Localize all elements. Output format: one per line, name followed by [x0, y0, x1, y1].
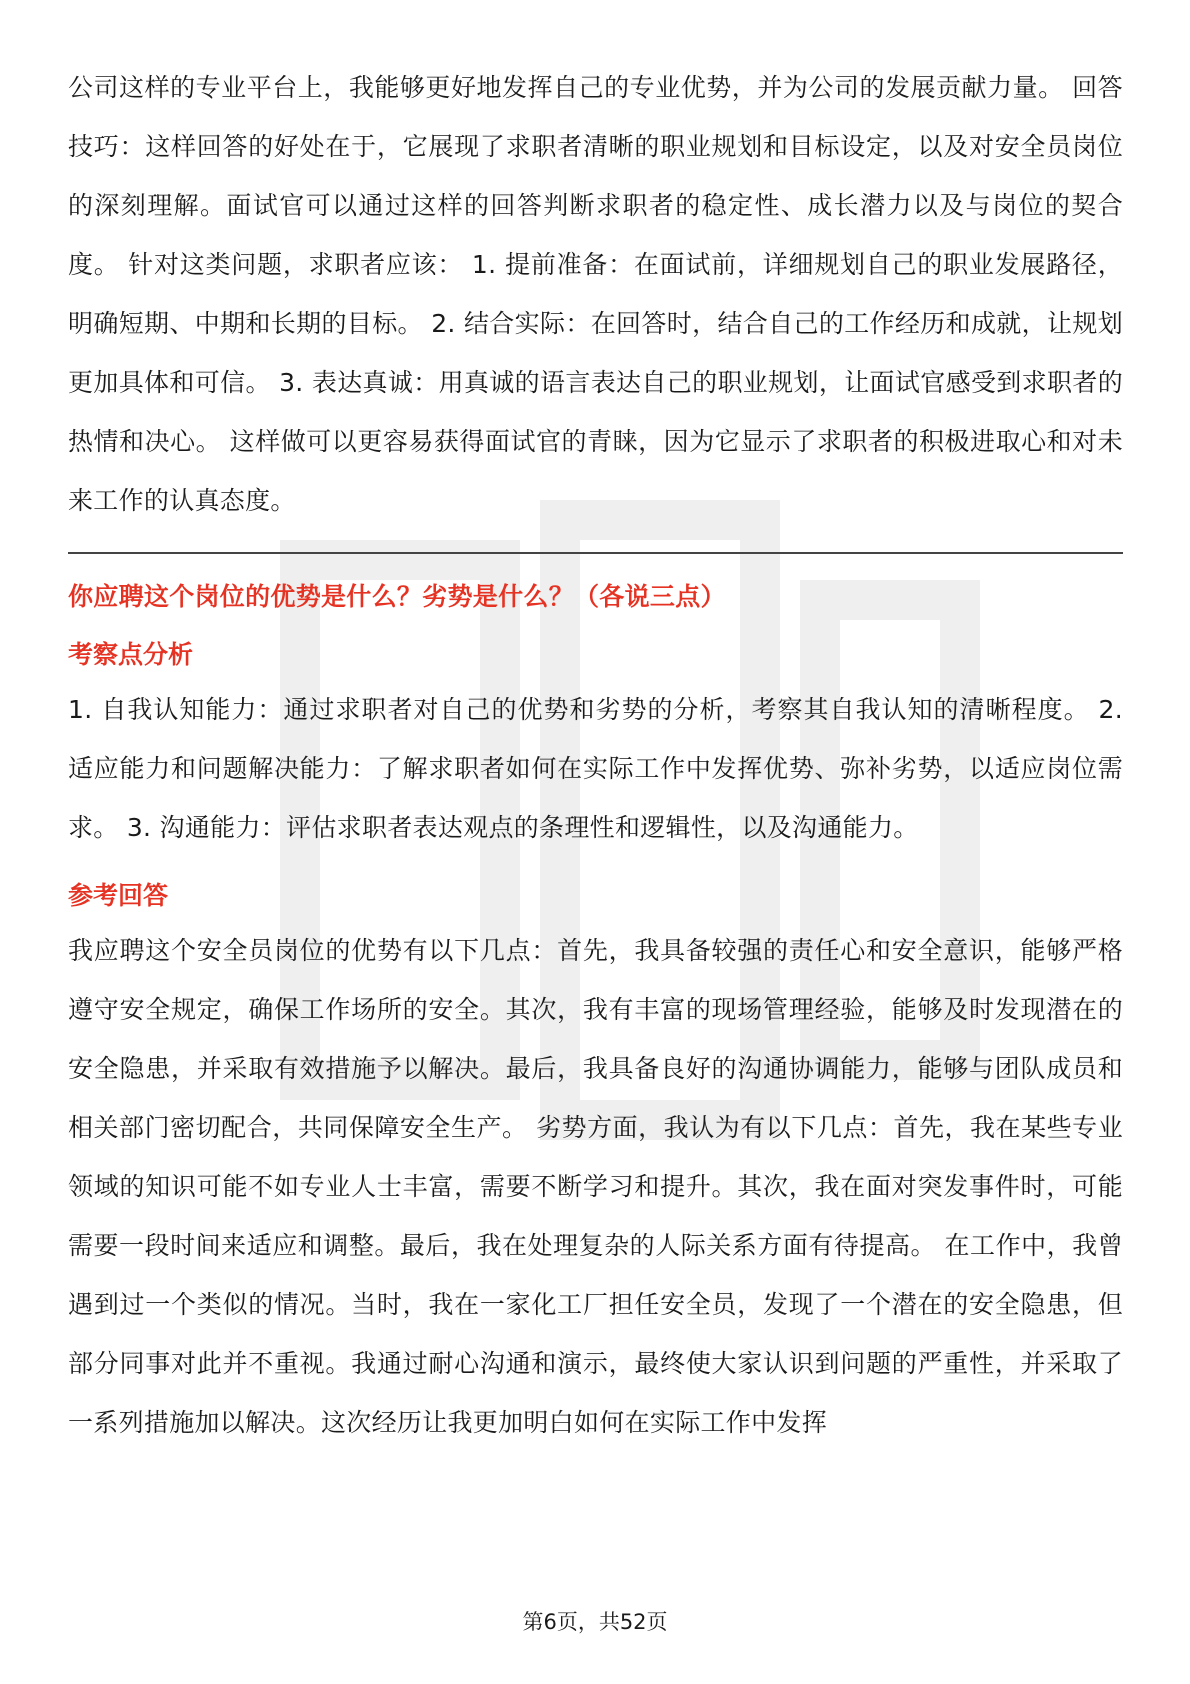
analysis-title: 考察点分析: [68, 640, 194, 669]
page-content: [68, 58, 1123, 1452]
analysis-paragraph: 1. 自我认知能力：通过求职者对自己的优势和劣势的分析，考察其自我认知的清晰程度。 2. 适应能力和问题解决能力：了解求职者如何在实际工作中发挥优势、弥补劣势，以适应岗位需求。 3. 沟通能力：评估求职者表达观点的条理性和逻辑性，以及沟通能力。: [68, 695, 1123, 842]
section-divider: [68, 552, 1123, 554]
reference-title: 参考回答: [68, 881, 169, 910]
question-heading: 你应聘这个岗位的优势是什么？劣势是什么？（各说三点）: [68, 582, 726, 611]
intro-paragraph: 公司这样的专业平台上，我能够更好地发挥自己的专业优势，并为公司的发展贡献力量。 回答技巧：这样回答的好处在于，它展现了求职者清晰的职业规划和目标设定，以及对安全员岗位的深刻理解。面试官可以通过这样的回答判断求职者的稳定性、成长潜力以及与岗位的契合度。 针对这类问题，求职者应该： 1. 提前准备：在面试前，详细规划自己的职业发展路径，明确短期、中期和长期的目标。 2. 结合实际：在回答时，结合自己的工作经历和成就，让规划更加具体和可信。 3. 表达真诚：用真诚的语言表达自己的职业规划，让面试官感受到求职者的热情和决心。 这样做可以更容易获得面试官的青睐，因为它显示了求职者的积极进取心和对未来工作的认真态度。: [68, 73, 1123, 515]
page-number: 第6页，共52页: [522, 1610, 668, 1634]
reference-paragraph: 我应聘这个安全员岗位的优势有以下几点：首先，我具备较强的责任心和安全意识，能够严格遵守安全规定，确保工作场所的安全。其次，我有丰富的现场管理经验，能够及时发现潜在的安全隐患，并采取有效措施予以解决。最后，我具备良好的沟通协调能力，能够与团队成员和相关部门密切配合，共同保障安全生产。 劣势方面，我认为有以下几点：首先，我在某些专业领域的知识可能不如专业人士丰富，需要不断学习和提升。其次，我在面对突发事件时，可能需要一段时间来适应和调整。最后，我在处理复杂的人际关系方面有待提高。 在工作中，我曾遇到过一个类似的情况。当时，我在一家化工厂担任安全员，发现了一个潜在的安全隐患，但部分同事对此并不重视。我通过耐心沟通和演示，最终使大家认识到问题的严重性，并采取了一系列措施加以解决。这次经历让我更加明白如何在实际工作中发挥: [68, 936, 1123, 1437]
